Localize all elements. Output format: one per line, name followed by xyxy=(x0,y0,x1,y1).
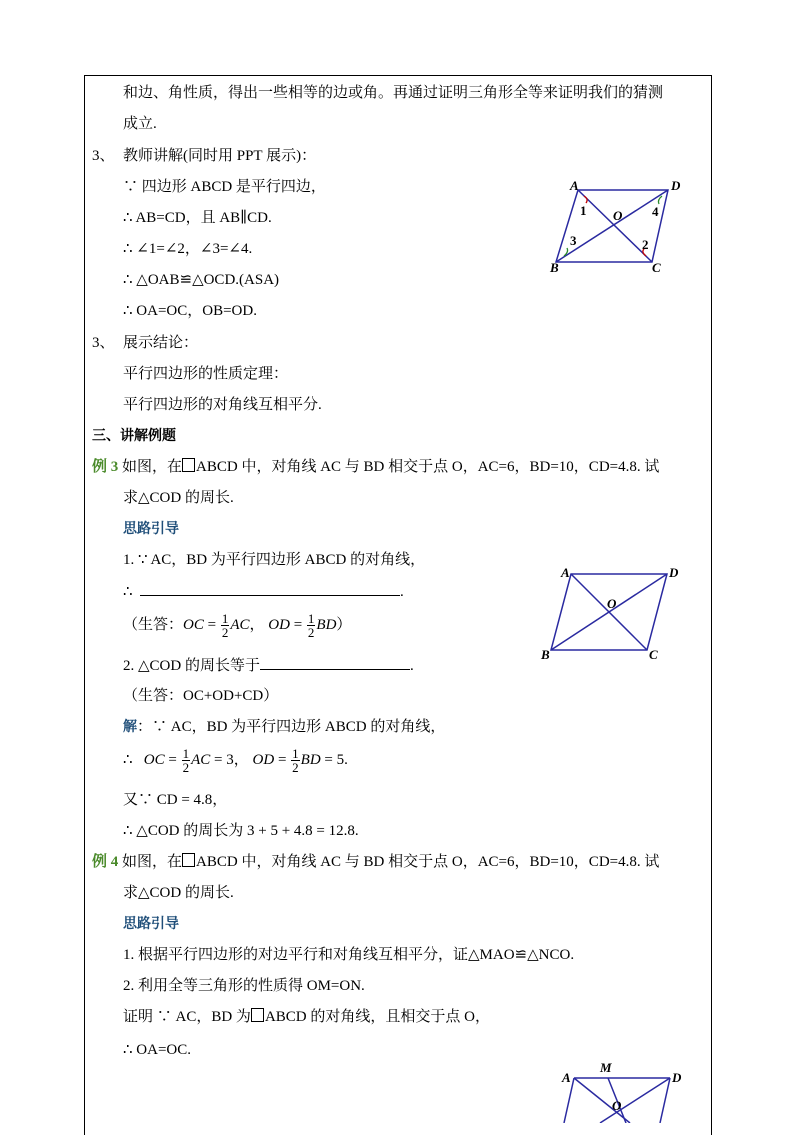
math-var: BD xyxy=(316,617,337,633)
proof-line: ∵ 四边形 ABCD 是平行四边， xyxy=(123,179,326,195)
therefore-symbol: ∴ xyxy=(123,752,133,768)
question-text: 如图，在 xyxy=(122,854,183,870)
hint-line: 1. 根据平行四边形的对边平行和对角线互相平分，证△MAO≌△NCO. xyxy=(123,947,575,963)
math-var: AC xyxy=(230,617,250,633)
example-3-label: 例 3 xyxy=(92,459,119,475)
angle-4-mark xyxy=(658,196,662,204)
angle-1-mark xyxy=(584,196,587,203)
theorem-title: 平行四边形的性质定理： xyxy=(123,366,289,382)
denominator: 2 xyxy=(182,760,190,776)
hint-title: 思路引导 xyxy=(123,916,179,932)
diagonal-bd xyxy=(556,190,668,262)
numerator: 1 xyxy=(307,611,315,627)
section-heading: 三、讲解例题 xyxy=(92,428,176,444)
angle-label-2: 2 xyxy=(642,237,649,252)
parallelogram-figure-1 xyxy=(540,178,690,274)
answer-blank xyxy=(260,655,410,670)
vertex-label-a: A xyxy=(561,565,570,580)
vertex-label-d: D xyxy=(672,1070,682,1085)
example-4-question-line xyxy=(92,852,659,872)
hint-blank-line: ∴ . xyxy=(123,581,404,602)
math-var: BD xyxy=(300,752,321,768)
angle-label-4: 4 xyxy=(652,204,659,219)
answer-prefix: （生答： xyxy=(123,617,184,633)
numerator: 1 xyxy=(292,746,299,762)
question-text: ABCD 中，对角线 AC 与 BD 相交于点 O，AC=6，BD=10，CD=4.8. 试 xyxy=(196,459,660,475)
fraction xyxy=(291,747,300,774)
section-number: 3、 xyxy=(92,148,115,164)
vertex-label-a: A xyxy=(570,178,579,193)
paragraph-line: 成立. xyxy=(123,116,157,132)
therefore-symbol: ∴ xyxy=(123,584,133,600)
hint-text: 2. △COD 的周长等于 xyxy=(123,658,260,674)
angle-label-3: 3 xyxy=(570,233,577,248)
fraction xyxy=(182,747,191,774)
parallelogram-figure-2 xyxy=(535,562,685,662)
question-text: 如图，在 xyxy=(122,459,183,475)
proof-text: ABCD 的对角线，且相交于点 O， xyxy=(264,1009,490,1025)
math-var: AC xyxy=(191,752,211,768)
side-dc xyxy=(660,1078,670,1123)
point-label-m: M xyxy=(600,1060,612,1075)
math-var: OD xyxy=(252,752,275,768)
section-title: 展示结论： xyxy=(123,335,199,351)
numerator: 1 xyxy=(182,746,190,762)
denominator: 2 xyxy=(307,625,315,641)
hint-blank-line: 2. △COD 的周长等于 . xyxy=(123,655,414,676)
parallelogram-symbol xyxy=(182,853,195,867)
math-var: OC xyxy=(183,617,204,633)
theorem-statement: 平行四边形的对角线互相平分. xyxy=(123,397,322,413)
student-answer-line: （生答：OC+OD+CD） xyxy=(123,688,279,704)
example-4-label: 例 4 xyxy=(92,854,119,870)
denominator: 2 xyxy=(221,625,229,641)
solution-text: ：∵ AC，BD 为平行四边形 ABCD 的对角线， xyxy=(137,719,446,735)
vertex-label-c: C xyxy=(649,647,658,662)
parallelogram-symbol xyxy=(251,1008,264,1022)
proof-line: ∴ AB=CD，且 AB∥CD. xyxy=(123,210,272,226)
proof-line xyxy=(123,1007,490,1027)
hint-title: 思路引导 xyxy=(123,521,179,537)
hint-line: 1. ∵ AC，BD 为平行四边形 ABCD 的对角线， xyxy=(123,552,426,568)
math-var: OD xyxy=(268,617,290,633)
diagonal-ac xyxy=(578,190,652,262)
center-label-o: O xyxy=(613,208,623,223)
solution-line xyxy=(123,717,445,737)
solution-line: ∴ △COD 的周长为 3 + 5 + 4.8 = 12.8. xyxy=(123,823,359,839)
center-label-o: O xyxy=(607,596,617,611)
vertex-label-d: D xyxy=(669,565,679,580)
solution-line: 又∵ CD = 4.8， xyxy=(123,792,228,808)
hint-line: 2. 利用全等三角形的性质得 OM=ON. xyxy=(123,978,365,994)
proof-line: ∴ △OAB≌△OCD.(ASA) xyxy=(123,272,280,288)
angle-label-1: 1 xyxy=(580,203,587,218)
proof-line: ∴ OA=OC. xyxy=(123,1042,192,1058)
vertex-label-d: D xyxy=(671,178,681,193)
math-value: 3 xyxy=(226,752,234,768)
vertex-label-b: B xyxy=(550,260,559,274)
math-var: OC xyxy=(143,752,165,768)
numerator: 1 xyxy=(221,611,229,627)
diagonal-ac xyxy=(574,1078,630,1123)
vertex-label-b: B xyxy=(541,647,550,662)
example-4-question-line-2: 求△COD 的周长. xyxy=(123,885,234,901)
denominator: 2 xyxy=(292,760,299,776)
section-title: 教师讲解(同时用 PPT 展示)： xyxy=(123,148,317,164)
solution-label: 解 xyxy=(123,719,137,735)
vertex-label-c: C xyxy=(652,260,661,274)
answer-suffix: ） xyxy=(336,617,352,633)
center-label-o: O xyxy=(612,1098,622,1113)
math-value: 5 xyxy=(336,752,345,768)
example-3-question-line xyxy=(92,457,659,477)
parallelogram-figure-3 xyxy=(556,1058,686,1123)
fraction xyxy=(307,612,316,639)
fraction xyxy=(221,612,230,639)
proof-text: 证明 ∵ AC，BD 为 xyxy=(123,1009,251,1025)
example-3-question-line-2: 求△COD 的周长. xyxy=(123,490,234,506)
answer-blank xyxy=(140,581,400,596)
paragraph-line: 和边、角性质，得出一些相等的边或角。再通过证明三角形全等来证明我们的猜测 xyxy=(123,85,664,101)
question-text: ABCD 中，对角线 AC 与 BD 相交于点 O，AC=6，BD=10，CD=4.8. 试 xyxy=(196,854,660,870)
vertex-label-a: A xyxy=(562,1070,571,1085)
solution-line: ∴ OC = $\frac{1}{2}$ AC = 3， OD = $\frac{1}{2}$ BD = 5. xyxy=(123,746,348,776)
parallelogram-symbol xyxy=(182,458,195,472)
proof-line: ∴ ∠1=∠2，∠3=∠4. xyxy=(123,241,253,257)
proof-line: ∴ OA=OC，OB=OD. xyxy=(123,303,257,319)
student-answer-line: （生答：OC = $\frac{1}{2}$ AC， OD = $\frac{1}{2}$ BD） xyxy=(123,611,352,641)
section-number: 3、 xyxy=(92,335,115,351)
